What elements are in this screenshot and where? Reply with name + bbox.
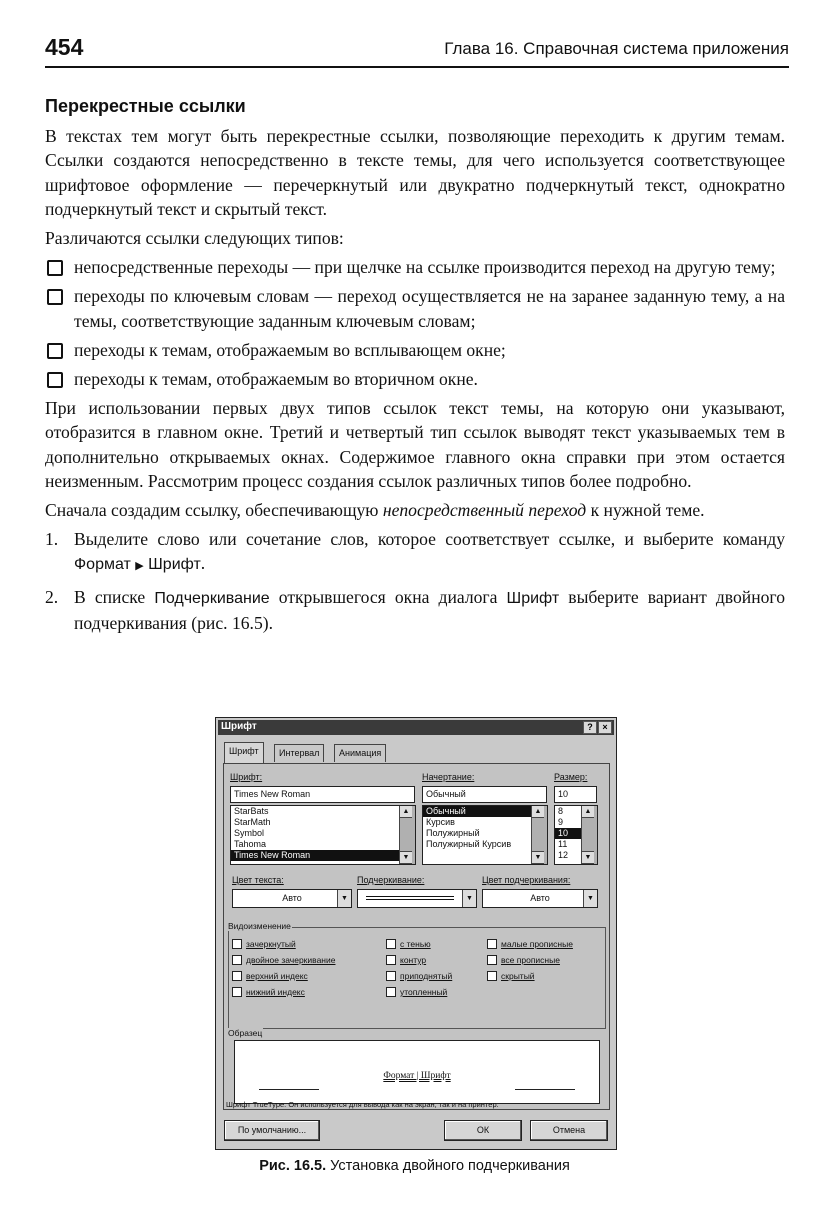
font-size-list[interactable]: [554, 805, 598, 865]
sample-label: Образец: [228, 1028, 263, 1038]
step-text: .: [200, 553, 206, 574]
dialog-name: Шрифт: [506, 589, 560, 607]
list-item[interactable]: Полужирный: [426, 828, 480, 838]
font-size-input[interactable]: 10: [554, 786, 597, 803]
text-color-value: Авто: [282, 893, 302, 903]
effect-double-strikethrough[interactable]: [232, 954, 335, 965]
list-item-text: переходы по ключевым словам — переход осуществляется не на заранее заданную тему, а на темы, соответствующие заданным ключевым словам;: [74, 286, 785, 331]
list-item[interactable]: StarBats: [234, 806, 269, 816]
tab-spacing[interactable]: Интервал: [274, 744, 324, 762]
tab-animation[interactable]: Анимация: [334, 744, 386, 762]
scroll-down-icon[interactable]: ▼: [400, 851, 412, 864]
paragraph-4: [45, 498, 785, 522]
effect-emboss[interactable]: [386, 970, 452, 981]
checkbox-label: верхний индекс: [246, 970, 308, 981]
list-item[interactable]: Полужирный Курсив: [426, 839, 512, 849]
paragraph-4-tail: к нужной теме.: [586, 500, 705, 521]
checkbox-icon[interactable]: [386, 939, 396, 949]
section-title: Перекрестные ссылки: [45, 96, 246, 116]
list-item: [45, 255, 785, 279]
caption-text: Установка двойного подчеркивания: [326, 1158, 570, 1174]
scrollbar[interactable]: [581, 806, 597, 864]
paragraph-3: При использовании первых двух типов ссылок текст темы, на которую они указывают, отобразится в главном окне. Третий и четвертый тип ссылок выводят текст указываемых тем в дополнительно открываемых окнах. Содержимое главного окна справки при этом остается неизменным. Рассмотрим процесс создания ссылок различных типов более подробно.: [45, 398, 785, 491]
effect-strikethrough[interactable]: [232, 938, 296, 949]
list-item: [45, 284, 785, 332]
ok-button[interactable]: ОК: [444, 1120, 522, 1141]
list-name: Подчеркивание: [154, 589, 270, 607]
effect-shadow[interactable]: [386, 938, 431, 949]
list-item-text: переходы к темам, отображаемым во всплывающем окне;: [74, 339, 506, 360]
step-item: [45, 527, 785, 578]
underline-select[interactable]: [357, 889, 477, 908]
list-item[interactable]: 8: [558, 806, 564, 816]
figure-font-dialog: [215, 717, 617, 1150]
style-label: Начертание:: [422, 772, 475, 782]
list-item[interactable]: Symbol: [234, 828, 265, 838]
truetype-note: Шрифт TrueType. Он используется для вывода как на экран, так и на принтер.: [226, 1100, 499, 1109]
sample-preview: [234, 1040, 600, 1104]
step-text: В списке: [74, 586, 155, 607]
chevron-down-icon[interactable]: ▼: [337, 890, 351, 907]
default-button[interactable]: По умолчанию...: [224, 1120, 320, 1141]
checkbox-label: двойное зачеркивание: [246, 954, 336, 965]
figure-caption: [0, 1158, 829, 1174]
page-content: [45, 94, 785, 641]
list-item-selected[interactable]: Times New Roman: [231, 850, 415, 861]
checkbox-bullet-icon: [47, 372, 63, 388]
sample-line-right: [515, 1089, 575, 1090]
effect-all-caps[interactable]: [487, 954, 560, 965]
list-item: [45, 367, 785, 391]
menu-name: Формат: [74, 556, 131, 574]
close-button[interactable]: ×: [598, 721, 612, 734]
font-name-list[interactable]: [230, 805, 416, 865]
checkbox-bullet-icon: [47, 289, 63, 305]
double-underline-icon: [366, 896, 454, 900]
checkbox-label: контур: [400, 954, 427, 965]
sample-line-left: [259, 1089, 319, 1090]
list-item-selected[interactable]: Обычный: [423, 806, 547, 817]
effect-small-caps[interactable]: [487, 938, 573, 949]
caption-label: Рис. 16.5.: [259, 1158, 327, 1174]
paragraph-2: Различаются ссылки следующих типов:: [45, 228, 344, 249]
text-color-label: Цвет текста:: [232, 875, 284, 885]
effect-outline[interactable]: [386, 954, 426, 965]
paragraph-4-text: Сначала создадим ссылку, обеспечивающую: [45, 500, 383, 521]
checkbox-icon[interactable]: [487, 971, 497, 981]
step-number: 2.: [45, 586, 59, 607]
chevron-down-icon[interactable]: ▼: [462, 890, 476, 907]
checkbox-icon[interactable]: [386, 987, 396, 997]
checkbox-icon[interactable]: [386, 971, 396, 981]
underline-color-value: Авто: [530, 893, 550, 903]
tab-font[interactable]: Шрифт: [224, 742, 264, 763]
underline-label: Подчеркивание:: [357, 875, 425, 885]
list-item[interactable]: 9: [558, 817, 564, 827]
scroll-up-icon[interactable]: ▲: [400, 806, 412, 818]
checkbox-icon[interactable]: [232, 955, 242, 965]
underline-color-select[interactable]: [482, 889, 598, 908]
font-tab-panel: [223, 763, 610, 1110]
command-name: Шрифт: [148, 556, 201, 574]
checkbox-label: утопленный: [400, 986, 448, 997]
page-header: [45, 36, 789, 68]
list-item[interactable]: Tahoma: [234, 839, 267, 849]
font-style-input[interactable]: Обычный: [422, 786, 547, 803]
scrollbar[interactable]: [531, 806, 547, 864]
list-item[interactable]: StarMath: [234, 817, 271, 827]
checkbox-label: зачеркнутый: [246, 938, 296, 949]
checkbox-bullet-icon: [47, 260, 63, 276]
checkbox-label: малые прописные: [501, 938, 573, 949]
effect-hidden[interactable]: [487, 970, 535, 981]
step-text: выберите вариант двойного подчеркивания (рис. 16.5).: [74, 586, 785, 633]
list-item[interactable]: 12: [558, 850, 569, 860]
font-style-list[interactable]: [422, 805, 548, 865]
sample-text: Формат | Шрифт: [383, 1071, 451, 1081]
checkbox-bullet-icon: [47, 343, 63, 359]
checkbox-icon[interactable]: [232, 939, 242, 949]
checkbox-icon[interactable]: [232, 987, 242, 997]
effect-superscript[interactable]: [232, 970, 308, 981]
link-types-list: [45, 255, 785, 391]
font-dialog: [215, 717, 617, 1150]
step-item: [45, 585, 785, 635]
list-item-text: переходы к темам, отображаемым во вторичном окне.: [74, 369, 478, 390]
checkbox-label: скрытый: [501, 970, 535, 981]
chapter-title: Глава 16. Справочная система приложения: [444, 39, 789, 58]
checkbox-icon[interactable]: [487, 955, 497, 965]
scroll-up-icon[interactable]: ▲: [532, 806, 544, 818]
list-item[interactable]: 11: [558, 839, 568, 849]
step-number: 1.: [45, 529, 59, 550]
list-item[interactable]: Курсив: [426, 817, 455, 827]
effect-engrave[interactable]: [386, 986, 447, 997]
list-item-text: непосредственные переходы — при щелчке на ссылке производится переход на другую тему;: [74, 257, 776, 278]
cancel-button[interactable]: Отмена: [530, 1120, 608, 1141]
checkbox-label: приподнятый: [400, 970, 453, 981]
help-button[interactable]: ?: [583, 721, 597, 734]
checkbox-label: нижний индекс: [246, 986, 305, 997]
checkbox-label: все прописные: [501, 954, 560, 965]
text-color-select[interactable]: [232, 889, 352, 908]
list-item: [45, 338, 785, 362]
dialog-titlebar: [218, 720, 614, 735]
checkbox-icon[interactable]: [487, 939, 497, 949]
font-name-input[interactable]: Times New Roman: [230, 786, 415, 803]
chevron-down-icon[interactable]: ▼: [583, 890, 597, 907]
scroll-down-icon[interactable]: ▼: [532, 851, 544, 864]
checkbox-label: с тенью: [400, 938, 431, 949]
page-number: 454: [45, 34, 84, 60]
checkbox-icon[interactable]: [386, 955, 396, 965]
menu-arrow-icon: ▶: [135, 560, 144, 573]
underline-color-label: Цвет подчеркивания:: [482, 875, 571, 885]
paragraph-1: В текстах тем могут быть перекрестные ссылки, позволяющие переходить к другим темам. Ссылки создаются непосредственно в тексте темы, для чего используется соответствующее шрифтовое оформление — перечеркнутый или двукратно подчеркнутый текст, однократно подчеркнутый текст и скрытый текст.: [45, 126, 785, 219]
scroll-up-icon[interactable]: ▲: [582, 806, 594, 818]
font-label: Шрифт:: [230, 772, 263, 782]
list-item-selected[interactable]: 10: [555, 828, 597, 839]
checkbox-icon[interactable]: [232, 971, 242, 981]
step-text: Выделите слово или сочетание слов, которое соответствует ссылке, и выберите команду: [74, 529, 785, 550]
steps-list: [45, 527, 785, 635]
scrollbar[interactable]: [399, 806, 415, 864]
scroll-down-icon[interactable]: ▼: [582, 851, 594, 864]
step-text: открывшегося окна диалога: [269, 586, 507, 607]
figure-caption-wrap: [0, 1158, 829, 1180]
dialog-title: Шрифт: [221, 721, 257, 732]
term-italic: непосредственный переход: [382, 500, 587, 521]
effect-subscript[interactable]: [232, 986, 305, 997]
effects-label: Видоизменение: [228, 921, 291, 931]
size-label: Размер:: [554, 772, 588, 782]
